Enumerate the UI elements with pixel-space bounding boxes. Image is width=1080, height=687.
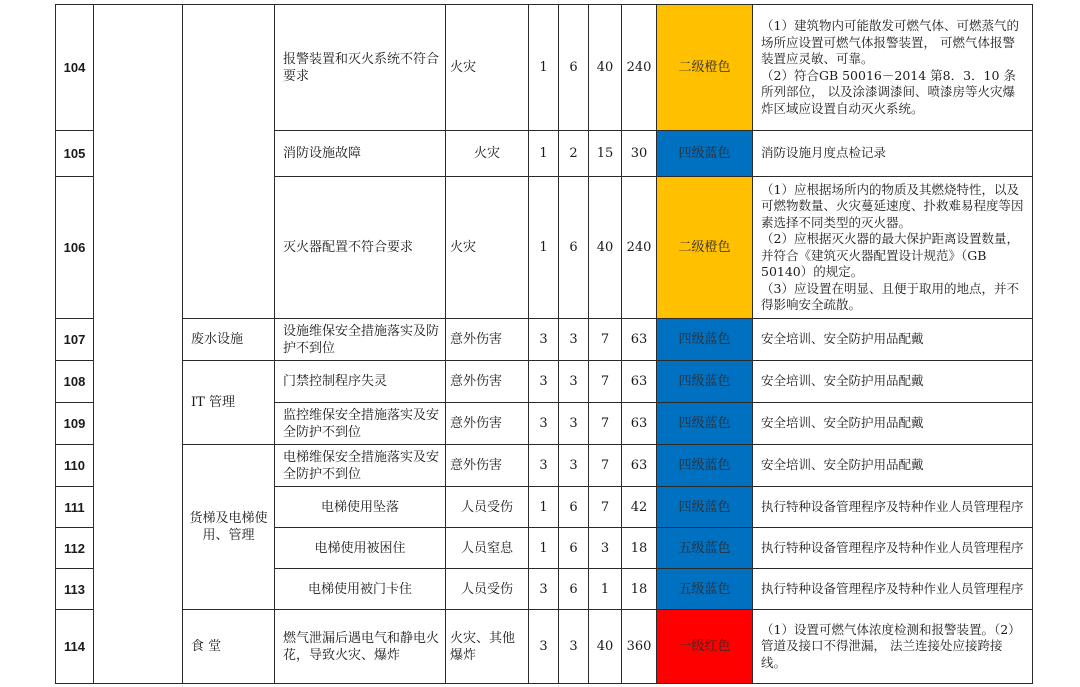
likelihood-value: 3 [529,445,559,487]
hazard-type: 意外伤害 [446,403,529,445]
category-cell [94,5,183,684]
risk-level-badge: 四级蓝色 [657,319,753,361]
risk-level-badge: 四级蓝色 [657,445,753,487]
risk-score: 240 [622,177,657,319]
consequence-value: 7 [589,403,622,445]
row-number: 110 [56,445,94,487]
risk-level-badge: 二级橙色 [657,5,753,131]
risk-score: 63 [622,361,657,403]
row-number: 104 [56,5,94,131]
risk-score: 18 [622,528,657,569]
likelihood-value: 1 [529,528,559,569]
hazard-type: 意外伤害 [446,319,529,361]
risk-item: 电梯使用被困住 [275,528,446,569]
hazard-type: 火灾 [446,131,529,177]
control-measure: 安全培训、安全防护用品配戴 [753,445,1033,487]
hazard-type: 人员受伤 [446,569,529,610]
consequence-value: 7 [589,319,622,361]
area-cell: 食 堂 [183,610,275,684]
hazard-type: 火灾 [446,177,529,319]
row-number: 106 [56,177,94,319]
likelihood-value: 1 [529,5,559,131]
hazard-type: 意外伤害 [446,361,529,403]
risk-level-badge: 五级蓝色 [657,569,753,610]
risk-item: 电梯维保安全措施落实及安全防护不到位 [275,445,446,487]
row-number: 108 [56,361,94,403]
exposure-value: 3 [559,361,589,403]
risk-level-badge: 四级蓝色 [657,131,753,177]
control-measure: 安全培训、安全防护用品配戴 [753,403,1033,445]
row-number: 107 [56,319,94,361]
area-cell: IT 管理 [183,361,275,445]
row-number: 109 [56,403,94,445]
likelihood-value: 3 [529,319,559,361]
risk-score: 240 [622,5,657,131]
exposure-value: 3 [559,445,589,487]
row-number: 112 [56,528,94,569]
exposure-value: 6 [559,487,589,528]
risk-item: 门禁控制程序失灵 [275,361,446,403]
exposure-value: 2 [559,131,589,177]
risk-item: 燃气泄漏后遇电气和静电火花，导致火灾、爆炸 [275,610,446,684]
hazard-type: 火灾 [446,5,529,131]
consequence-value: 40 [589,177,622,319]
risk-level-badge: 四级蓝色 [657,361,753,403]
control-measure: 安全培训、安全防护用品配戴 [753,361,1033,403]
exposure-value: 6 [559,569,589,610]
exposure-value: 3 [559,403,589,445]
exposure-value: 6 [559,528,589,569]
exposure-value: 3 [559,319,589,361]
table-row [56,319,1033,361]
table-row [56,361,1033,403]
risk-score: 63 [622,445,657,487]
likelihood-value: 1 [529,487,559,528]
risk-level-badge: 四级蓝色 [657,403,753,445]
risk-score: 63 [622,403,657,445]
consequence-value: 15 [589,131,622,177]
risk-score: 42 [622,487,657,528]
hazard-type: 人员窒息 [446,528,529,569]
likelihood-value: 3 [529,610,559,684]
exposure-value: 6 [559,5,589,131]
hazard-type: 人员受伤 [446,487,529,528]
table-row [56,445,1033,487]
control-measure: 消防设施月度点检记录 [753,131,1033,177]
row-number: 114 [56,610,94,684]
consequence-value: 40 [589,5,622,131]
risk-item: 报警装置和灭火系统不符合要求 [275,5,446,131]
control-measure: 执行特种设备管理程序及特种作业人员管理程序 [753,487,1033,528]
hazard-type: 火灾、其他爆炸 [446,610,529,684]
risk-item: 设施维保安全措施落实及防护不到位 [275,319,446,361]
risk-score: 30 [622,131,657,177]
consequence-value: 7 [589,487,622,528]
control-measure: 执行特种设备管理程序及特种作业人员管理程序 [753,569,1033,610]
risk-item: 灭火器配置不符合要求 [275,177,446,319]
row-number: 113 [56,569,94,610]
likelihood-value: 1 [529,131,559,177]
control-measure: （1）建筑物内可能散发可燃气体、可燃蒸气的场所应设置可燃气体报警装置， 可燃气体报警装置应灵敏、可靠。 （2）符合GB 50016－2014 第8．3．10 条所列部位， 以及涂漆调漆间、喷漆房等火灾爆炸区域应设置自动灭火系统。 [753,5,1033,131]
control-measure: 安全培训、安全防护用品配戴 [753,319,1033,361]
risk-score: 18 [622,569,657,610]
table-row [56,610,1033,684]
risk-item: 消防设施故障 [275,131,446,177]
risk-item: 电梯使用坠落 [275,487,446,528]
risk-item: 电梯使用被门卡住 [275,569,446,610]
row-number: 111 [56,487,94,528]
exposure-value: 3 [559,610,589,684]
likelihood-value: 1 [529,177,559,319]
area-cell [183,5,275,319]
likelihood-value: 3 [529,361,559,403]
risk-assessment-table [55,4,1033,684]
row-number: 105 [56,131,94,177]
consequence-value: 7 [589,445,622,487]
exposure-value: 6 [559,177,589,319]
area-cell: 货梯及电梯使用、管理 [183,445,275,610]
table-row [56,5,1033,131]
likelihood-value: 3 [529,569,559,610]
consequence-value: 40 [589,610,622,684]
control-measure: （1）应根据场所内的物质及其燃烧特性，以及可燃物数量、火灾蔓延速度、扑救难易程度等因素选择不同类型的灭火器。 （2）应根据灭火器的最大保护距离设置数量， 并符合《建筑灭火器配置设计规范》（GB 50140）的规定。 （3）应设置在明显、且便于取用的地点，并不得影响安全疏散。 [753,177,1033,319]
area-cell: 废水设施 [183,319,275,361]
risk-level-badge: 五级蓝色 [657,528,753,569]
risk-score: 63 [622,319,657,361]
consequence-value: 3 [589,528,622,569]
risk-level-badge: 二级橙色 [657,177,753,319]
risk-score: 360 [622,610,657,684]
consequence-value: 7 [589,361,622,403]
hazard-type: 意外伤害 [446,445,529,487]
consequence-value: 1 [589,569,622,610]
control-measure: 执行特种设备管理程序及特种作业人员管理程序 [753,528,1033,569]
risk-level-badge: 四级蓝色 [657,487,753,528]
likelihood-value: 3 [529,403,559,445]
control-measure: （1）设置可燃气体浓度检测和报警装置。（2）管道及接口不得泄漏， 法兰连接处应接跨接线。 [753,610,1033,684]
risk-item: 监控维保安全措施落实及安全防护不到位 [275,403,446,445]
risk-level-badge: 一级红色 [657,610,753,684]
